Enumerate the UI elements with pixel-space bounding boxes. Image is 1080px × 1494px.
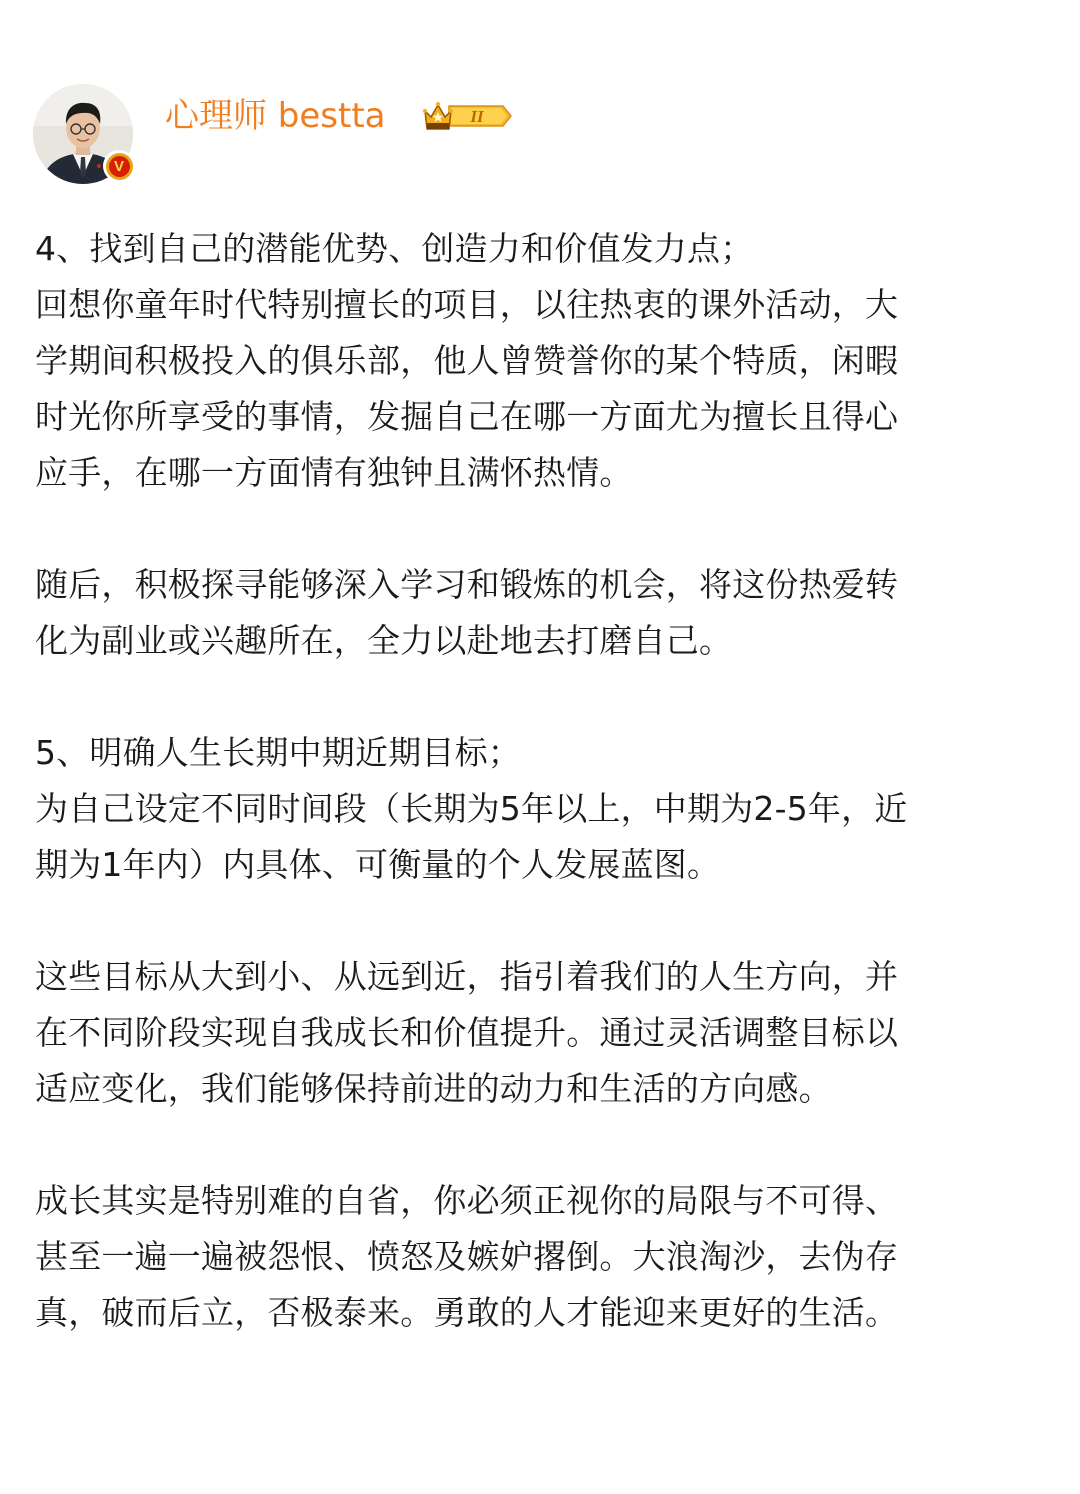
text-line: 4、找到自己的潜能优势、创造力和价值发力点； (35, 229, 754, 268)
paragraph (35, 221, 1047, 501)
text-line: 适应变化，我们能够保持前进的动力和生活的方向感。 (35, 1069, 832, 1108)
post-body (35, 221, 1047, 1341)
text-line: 化为副业或兴趣所在，全力以赴地去打磨自己。 (35, 621, 733, 660)
text-line: 学期间积极投入的俱乐部，他人曾赞誉你的某个特质，闲暇 (35, 341, 899, 380)
text-line: 应手，在哪一方面情有独钟且满怀热情。 (35, 453, 633, 492)
verified-badge (103, 150, 135, 182)
text-line: 回想你童年时代特别擅长的项目，以往热衷的课外活动，大 (35, 285, 899, 324)
text-line: 5、明确人生长期中期近期目标； (35, 733, 521, 772)
text-line: 甚至一遍一遍被怨恨、愤怒及嫉妒撂倒。大浪淘沙，去伪存 (35, 1237, 899, 1276)
text-line: 时光你所享受的事情，发掘自己在哪一方面尤为擅长且得心 (35, 397, 899, 436)
paragraph (35, 949, 1047, 1117)
text-line: 在不同阶段实现自我成长和价值提升。通过灵活调整目标以 (35, 1013, 899, 1052)
crown-level-icon (421, 99, 513, 133)
text-line: 这些目标从大到小、从远到近，指引着我们的人生方向，并 (35, 957, 899, 996)
text-line: 随后，积极探寻能够深入学习和锻炼的机会，将这份热爱转 (35, 565, 899, 604)
paragraph-spacer (35, 669, 1047, 725)
paragraph-spacer (35, 893, 1047, 949)
verified-v-icon: V (109, 156, 130, 177)
author-name[interactable]: 心理师 bestta (165, 96, 386, 136)
level-text: II (470, 107, 484, 126)
paragraph-spacer (35, 501, 1047, 557)
paragraph (35, 557, 1047, 669)
post-header (33, 84, 1043, 188)
text-line: 期为1年内）内具体、可衡量的个人发展蓝图。 (35, 845, 721, 884)
text-line: 真，破而后立，否极泰来。勇敢的人才能迎来更好的生活。 (35, 1293, 899, 1332)
text-line: 成长其实是特别难的自省，你必须正视你的局限与不可得、 (35, 1181, 899, 1220)
text-line: 为自己设定不同时间段（长期为5年以上，中期为2-5年，近 (35, 789, 908, 828)
paragraph (35, 1173, 1047, 1341)
paragraph (35, 725, 1047, 893)
paragraph-spacer (35, 1117, 1047, 1173)
